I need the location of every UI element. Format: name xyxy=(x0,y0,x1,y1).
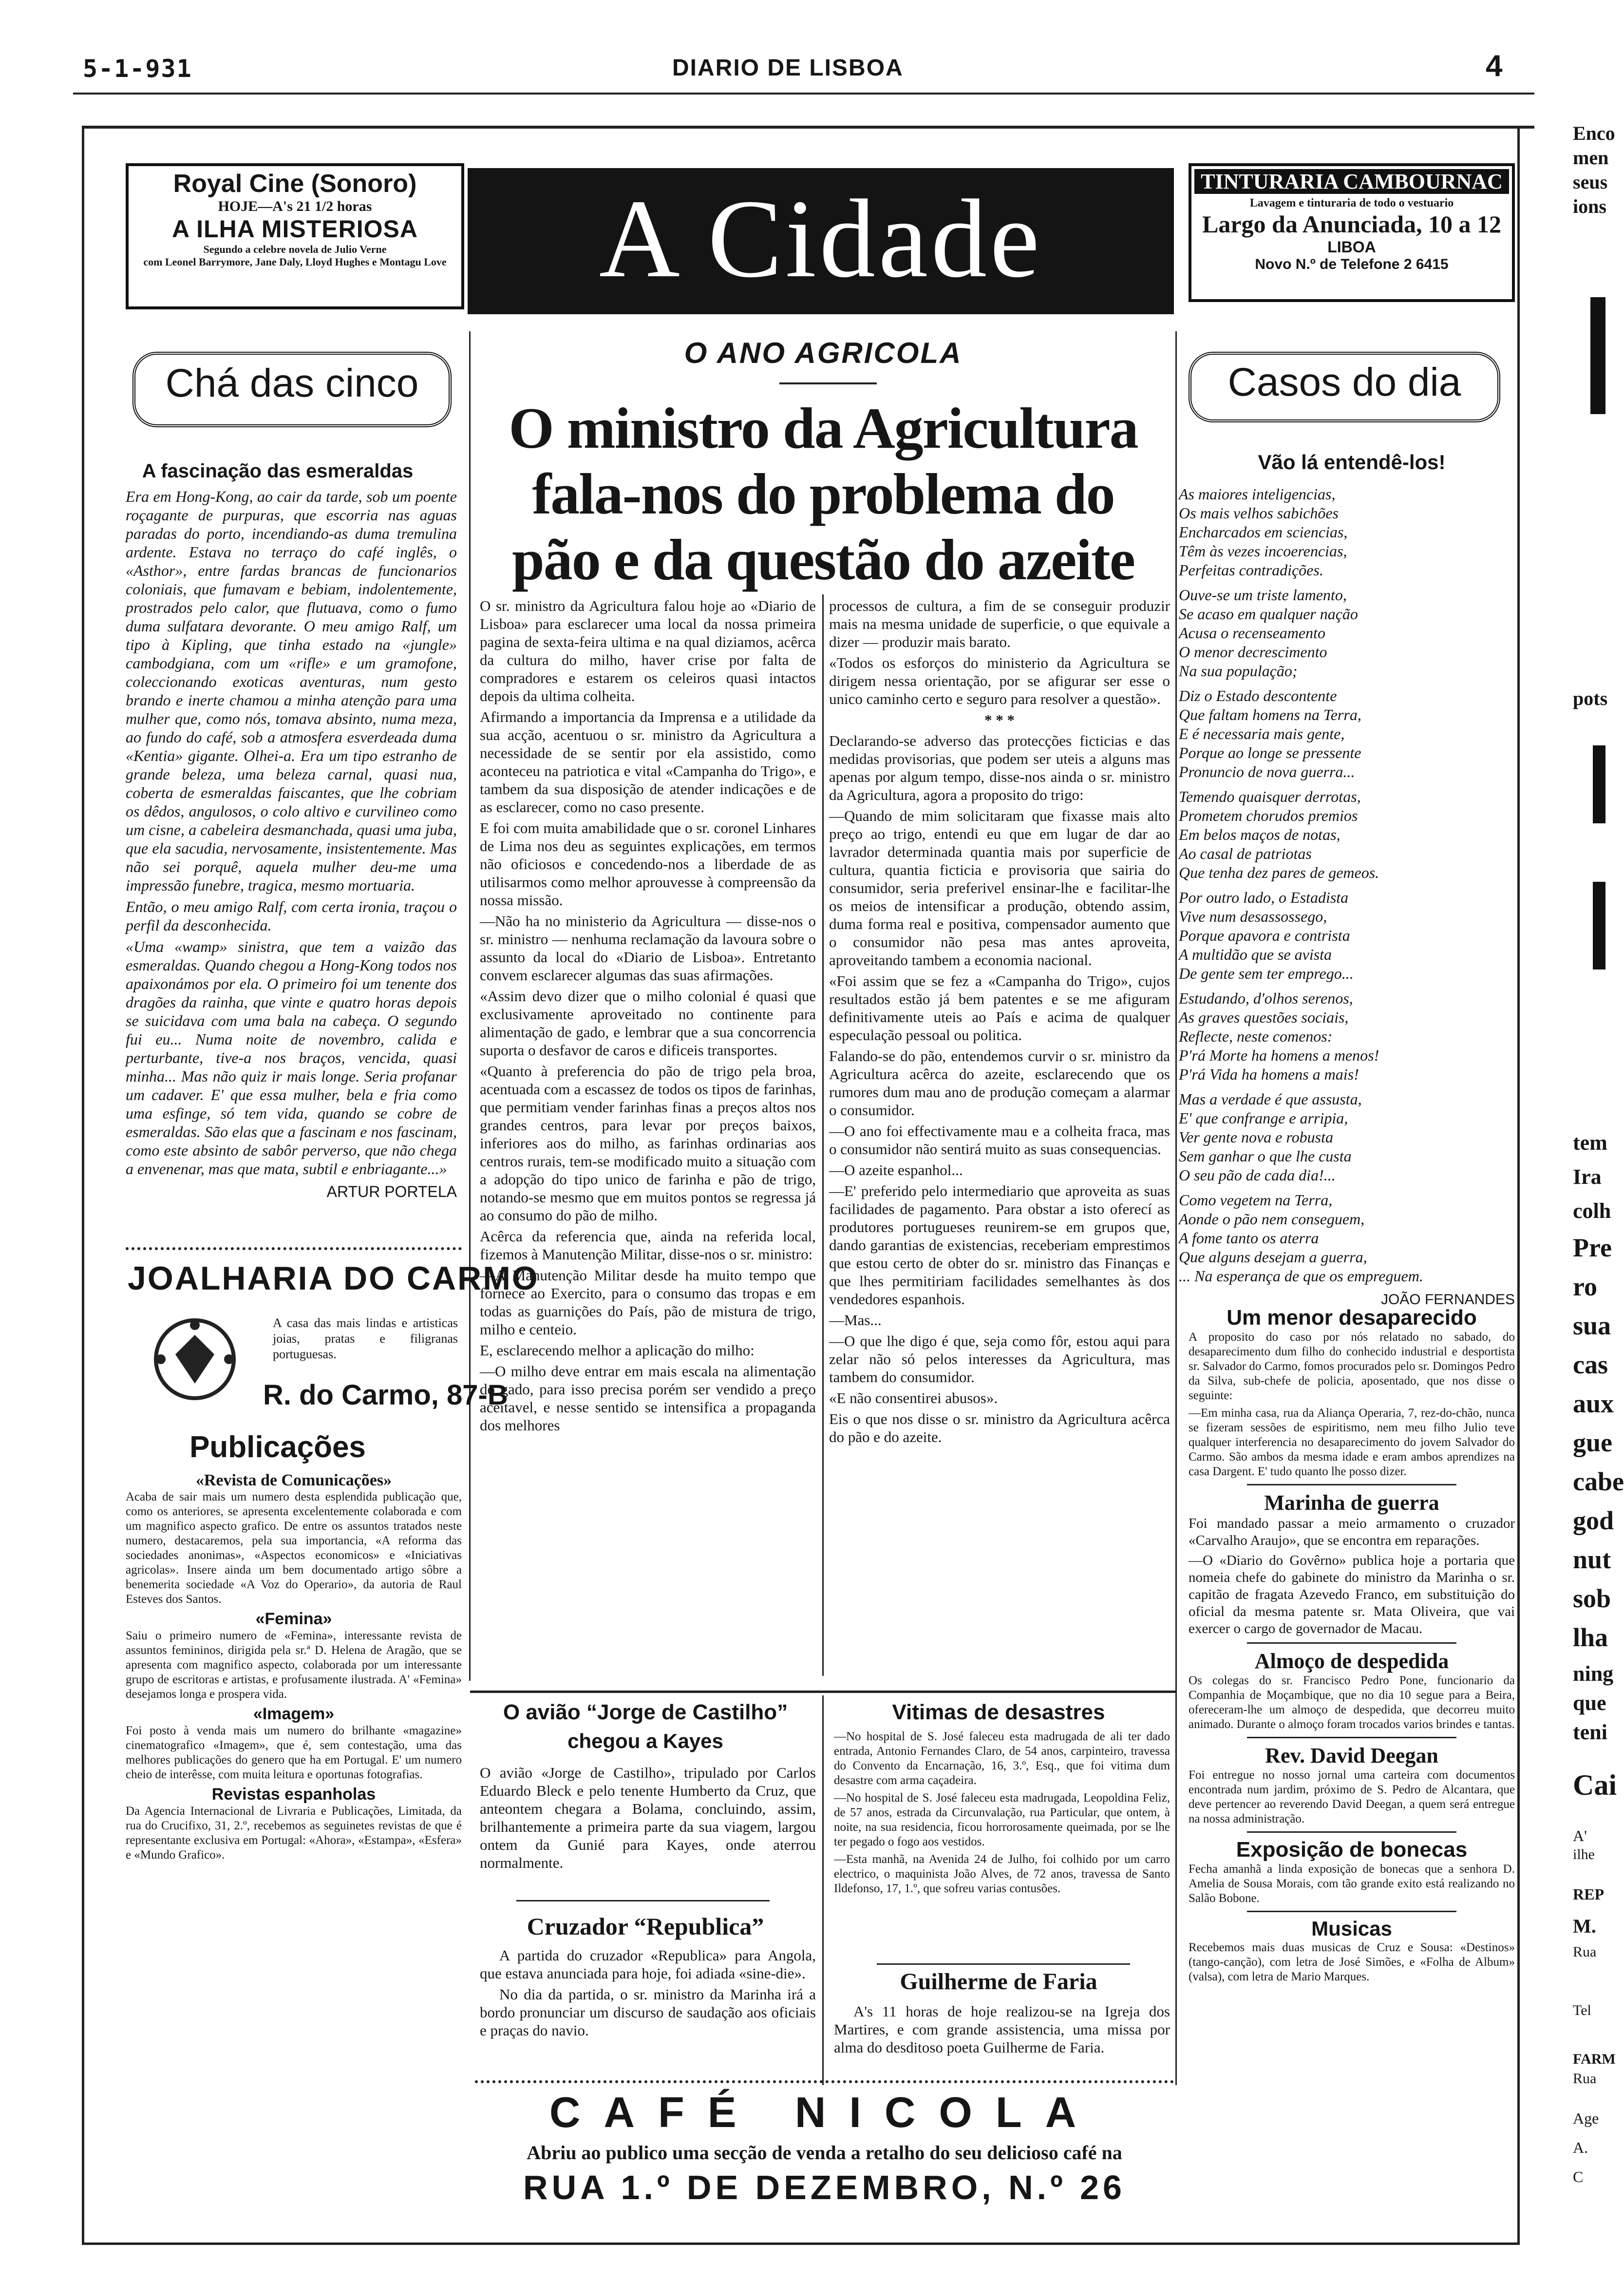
edge-fragment: aux xyxy=(1573,1389,1614,1418)
tinturaria-phone: Novo N.º de Telefone 2 6415 xyxy=(1255,256,1449,272)
edge-fragment: god xyxy=(1573,1506,1614,1535)
joalharia-text: A casa das mais lindas e artisticas joias, pratas e filigranas portuguesas. xyxy=(273,1316,458,1361)
agri-paragraph: Eis o que nos disse o sr. ministro da Agricultura acêrca do pão e do azeite. xyxy=(829,1410,1170,1445)
joalharia-logo xyxy=(146,1311,244,1408)
cruzador-text: A partida do cruzador «Republica» para Angola, que estava anunciada para hoje, foi adiada «sine-die». xyxy=(480,1947,816,1982)
poem-stanza xyxy=(1179,989,1515,1084)
edge-fragment: teni xyxy=(1573,1720,1607,1744)
poem-line: ... Na esperança de que os empreguem. xyxy=(1179,1267,1423,1285)
agri-paragraph: —A Manutenção Militar desde ha muito tempo que fornece ao Exercito, para o consumo das tropas e em todas as guarnições do País, pão de mistura de trigo, milho e centeio. xyxy=(480,1267,816,1338)
poem-line: Porque ao longe se pressente xyxy=(1179,744,1361,761)
divider xyxy=(1247,1737,1456,1738)
deegan-title: Rev. David Deegan xyxy=(1265,1744,1438,1767)
poem-line: Aonde o pão nem conseguem, xyxy=(1179,1210,1365,1228)
cha-paragraph: Era em Hong-Kong, ao cair da tarde, sob um poente roçagante de purpuras, que escorria nas aguas paradas do porto, incendiando-as duma tremulina ardente. Estava no terraço do café inglês, o «Asthor», entre fardas brancas de funcionarios coloniais, que fumavam e bebiam, indolentemente, prostrados pelo calor, que flutuava, como o fumo duma sulfatara devorante. O meu amigo Ralf, um tipo à Kipling, que tinha estado na «jungle» cambodgiana, com um «rifle» e um gramofone, coleccionando exoticas aventuras, num gesto brando e inerte chamou a minha atenção para uma mulher que, como nós, tomava absinto, numa meza, ao fundo do café, sob a atmosfera esverdeada duma «Kentia» gigante. Olhei-a. Era um tipo estranho de grande beleza, uma beleza carnal, quasi nua, coberta de esmeraldas faiscantes, que lhe cobriam os dêdos, angulosos, o colo altivo e curvilineo como um cisne, a cabeleira desmanchada, quasi uma juba, que ela sacudia, nervosamente, insistentemente. Mas não sei porquê, aquela mulher deu-me uma impressão funebre, tragica, mesmo mortuaria. xyxy=(126,488,457,894)
pub-title: «Imagem» xyxy=(253,1705,335,1723)
poem-line: Reflecte, neste comenos: xyxy=(1179,1027,1333,1045)
tinturaria-city: LIBOA xyxy=(1327,238,1376,256)
aviao-title: O avião “Jorge de Castilho” xyxy=(503,1700,788,1724)
poem-line: O seu pão de cada dia!... xyxy=(1179,1166,1336,1184)
agri-kicker: O ANO AGRICOLA xyxy=(684,337,963,369)
agri-paragraph: «Foi assim que se fez a «Campanha do Trigo», cujos resultados estão já bem patentes e se me afiguram definitivamente uteis ao País e acima de qualquer especulação pessoal ou politica. xyxy=(829,972,1170,1044)
edge-fragment: Pre xyxy=(1573,1233,1612,1262)
edge-black-block xyxy=(1593,745,1605,823)
newspaper-name: DIARIO DE LISBOA xyxy=(672,55,904,81)
edge-fragment: cabe xyxy=(1573,1467,1624,1496)
bonecas-title: Exposição de bonecas xyxy=(1236,1838,1468,1862)
nicola-line-2: RUA 1.º DE DEZEMBRO, N.º 26 xyxy=(523,2168,1126,2206)
poem-line: Que tenha dez pares de gemeos. xyxy=(1179,864,1379,881)
edge-fragment: colh xyxy=(1573,1199,1611,1223)
poem-line: Perfeitas contradições. xyxy=(1179,561,1323,579)
agri-paragraph: —O azeite espanhol... xyxy=(829,1161,963,1178)
edge-fragment: Ira xyxy=(1573,1165,1602,1189)
edge-fragment: M. xyxy=(1573,1915,1596,1937)
poem-stanza xyxy=(1179,888,1515,983)
edge-fragment: ilhe xyxy=(1573,1846,1595,1862)
poem-line: A multidão que se avista xyxy=(1179,946,1332,963)
agri-stars: * * * xyxy=(984,711,1015,728)
agri-paragraph: —Não ha no ministerio da Agricultura — disse-nos o sr. ministro — nenhuma reclamação da lavoura sobre o assunto da local do «Diario de Lisboa». Entretanto convem esclarecer algumas das suas afirmações. xyxy=(480,912,816,984)
pub-title: Revistas espanholas xyxy=(211,1785,376,1804)
edge-fragment: pots xyxy=(1573,687,1608,709)
agri-paragraph: —O milho deve entrar em mais escala na alimentação do gado, para isso precisa porém ser vendido a preço aceitavel, e nesse sentido se intensifica a propaganda dos melhores xyxy=(480,1363,816,1434)
poem-line: Se acaso em qualquer nação xyxy=(1179,605,1358,623)
column-rule-3 xyxy=(822,594,824,1676)
publicacoes-list xyxy=(126,1471,462,1865)
poem-line: A fome tanto os aterra xyxy=(1179,1229,1319,1247)
cha-heading: Chá das cinco xyxy=(165,361,419,405)
pub-text: Acaba de sair mais um numero desta esplendida publicação que, como os anteriores, se apresenta excelentemente colaborada e com um magnifico aspecto grafico. De entre os assuntos tratados neste numero, destacaremos, pela sua importancia, «A reforma das sociedades anonimas», «Aspectos economicos» e «Iniciativas agricolas». Insere ainda um bem documentado artigo sôbre a benemerita sociedade «A Voz do Operario», da autoria de Raul Esteves dos Santos. xyxy=(126,1490,462,1606)
poem-line: Como vegetem na Terra, xyxy=(1179,1191,1333,1209)
cruzador-text: No dia da partida, o sr. ministro da Marinha irá a bordo pronunciar um discurso de saudação aos oficiais e praças do navio. xyxy=(480,1986,816,2039)
poem-line: Por outro lado, o Estadista xyxy=(1179,889,1349,906)
poem-line: Encharcados em sciencias, xyxy=(1179,523,1348,541)
column-rule-2 xyxy=(1175,331,1177,2085)
agri-paragraph: «E não consentirei abusos». xyxy=(829,1389,998,1406)
publicacoes-heading: Publicações xyxy=(189,1430,366,1464)
edge-fragment: C xyxy=(1573,2168,1584,2185)
poem-line: Sem ganhar o que lhe custa xyxy=(1179,1147,1352,1165)
section-title: A Cidade xyxy=(468,168,1174,314)
agri-headline-1: O ministro da Agricultura xyxy=(509,396,1138,460)
edge-fragment: ning xyxy=(1573,1662,1614,1686)
edge-black-block xyxy=(1593,882,1605,969)
vitimas-item: —Esta manhã, na Avenida 24 de Julho, foi colhido por um carro electrico, o maquinista João Alves, de 72 anos, travessa de Santo Ildefonso, 17, 1.º, que sofreu varias contusões. xyxy=(834,1853,1170,1895)
vitimas-item: —No hospital de S. José faleceu esta madrugada, Leopoldina Feliz, de 57 anos, estrada da Circunvalação, rua Particular, que ontem, à noite, na sua residencia, ficou horrorosamente queimada, por se lhe ter pegado o fogo aos vestidos. xyxy=(834,1791,1170,1848)
column-rule-1 xyxy=(469,331,471,1681)
agri-paragraph: «Todos os esforços do ministerio da Agricultura se dirigem nessa orientação, por se afigurar ser esse o unico caminho certo e seguro para resolver a questão». xyxy=(829,654,1170,707)
edge-fragment: REP xyxy=(1573,1885,1604,1903)
poem-stanza xyxy=(1179,1090,1515,1185)
poem-line: Prometem chorudos premios xyxy=(1179,807,1358,824)
agri-paragraph: O sr. ministro da Agricultura falou hoje ao «Diario de Lisboa» para esclarecer uma local da nossa primeira pagina de sexta-feira ultima e na qual diziamos, acêrca da cultura do milho, haver crise por falta de compradores e estarem os celeiros quasi intactos depois da ultima colheita. xyxy=(480,597,816,704)
issue-date: 5-1-931 xyxy=(83,55,192,83)
edge-fragment: gue xyxy=(1573,1428,1612,1457)
agri-paragraph: «Assim devo dizer que o milho colonial é quasi que exclusivamente aproveitado no continente para alimentação de gado, e lembrar que a sua concorrencia suporta o desfavor de caros e dificeis transportes. xyxy=(480,988,816,1059)
marinha-text: Foi mandado passar a meio armamento o cruzador «Carvalho Araujo», que se encontra em reparações. xyxy=(1189,1516,1515,1548)
cine-title: Royal Cine (Sonoro) xyxy=(173,170,417,198)
aviao-subtitle: chegou a Kayes xyxy=(567,1729,723,1752)
cha-title: A fascinação das esmeraldas xyxy=(142,460,414,482)
edge-fragment: Cai xyxy=(1573,1769,1617,1801)
aviao-text: O avião «Jorge de Castilho», tripulado por Carlos Eduardo Bleck e pelo tenente Humberto da Cruz, que anteontem chegara a Bolama, concluindo, assim, brilhantemente a primeira parte da sua viagem, largou ontem da Gunié para Kayes, onde aterrou normalmente. xyxy=(480,1764,816,1871)
poem-stanza xyxy=(1179,1191,1515,1286)
edge-fragment: Rua xyxy=(1573,1944,1597,1960)
agri-paragraph: —E' preferido pelo intermediario que aproveita as suas facilidades de pagamento. Para obstar a isto oferecí as produtores portugueses reunirem-se em grupos que, dando garantias de existencias, receberiam emprestimos que estou certo de obter do sr. ministro das Finanças e que lhes permitiriam facilidades semelhantes às dos vendedores espanhois. xyxy=(829,1182,1170,1308)
pub-text: Saiu o primeiro numero de «Femina», interessante revista de assuntos femininos, dirigida pela sr.ª D. Helena de Aragão, que se apresenta com magnifico aspecto, colaborada por um interessante grupo de escritoras e artistas, e profusamente ilustrada. A' «Femina» desejamos longa e prospera vida. xyxy=(126,1629,462,1701)
poem-line: Ouve-se um triste lamento, xyxy=(1179,586,1347,604)
poem-line: P'rá Vida ha homens a mais! xyxy=(1179,1065,1359,1083)
agri-bottom-rule xyxy=(470,1691,1176,1693)
agri-paragraph: Acêrca da referencia que, ainda na referida local, fizemos à Manutenção Militar, disse-nos o sr. ministro: xyxy=(480,1228,816,1263)
agri-paragraph: processos de cultura, a fim de se conseguir produzir mais na mesma unidade de superficie, o que equivale a dizer — produzir mais barato. xyxy=(829,597,1170,650)
edge-fragment: sob xyxy=(1573,1584,1611,1613)
edge-fragment: A. xyxy=(1573,2139,1588,2156)
poem-line: Têm às vezes incoerencias, xyxy=(1179,542,1347,560)
agri-paragraph: —O ano foi effectivamente mau e a colheita fraca, mas o consumidor não sentirá muito as suas consequencias. xyxy=(829,1122,1170,1158)
poem-stanza xyxy=(1179,485,1515,580)
column-rule-4 xyxy=(822,1695,824,2085)
cine-film: A ILHA MISTERIOSA xyxy=(172,215,418,243)
agri-paragraph: Declarando-se adverso das protecções ficticias e das medidas provisorias, que podem ser uteis a alguns mas apenas por algum tempo, disse-nos ainda o sr. ministro da Agricultura, agora a proposito do trigo: xyxy=(829,732,1170,803)
edge-fragment: lha xyxy=(1573,1623,1608,1652)
edge-fragment: Rua xyxy=(1573,2071,1597,2087)
pub-text: Da Agencia Internacional de Livraria e Publicações, Limitada, da rua do Crucifixo, 31, 2.º, recebemos as seguinetes revistas de que é representante exclusiva em Portugal: «Ahora», «Estampa», «Esfera» e «Mundo Grafico». xyxy=(126,1805,462,1862)
poem-stanza xyxy=(1179,586,1515,681)
poem-line: Pronuncio de nova guerra... xyxy=(1179,763,1355,780)
poem-line: Diz o Estado descontente xyxy=(1179,687,1337,704)
musicas-text: Recebemos mais duas musicas de Cruz e Sousa: «Destinos» (tango-canção), com letra de José Simões, e «Folha de Album» (valsa), com letra de Mario Marques. xyxy=(1189,1941,1515,1983)
edge-black-block xyxy=(1590,297,1605,414)
cine-time: HOJE—A's 21 1/2 horas xyxy=(218,198,372,214)
marinha-title: Marinha de guerra xyxy=(1264,1491,1439,1515)
poem-line: P'rá Morte ha homens a menos! xyxy=(1179,1046,1379,1064)
faria-text: A's 11 horas de hoje realizou-se na Igreja dos Martires, e com grande assistencia, uma missa por alma do desditoso poeta Guilherme de Faria. xyxy=(834,2003,1170,2056)
divider xyxy=(877,1963,1130,1965)
agri-col-1 xyxy=(480,597,816,1437)
edge-fragment: sua xyxy=(1573,1311,1611,1340)
menor-title: Um menor desaparecido xyxy=(1227,1306,1477,1330)
agri-paragraph: —O que lhe digo é que, seja como fôr, estou aqui para zelar não só pelos interesses da Agricultura, mas tambem do consumidor. xyxy=(829,1332,1170,1386)
poem-line: E' que confrange e arripia, xyxy=(1179,1109,1348,1127)
vitimas-item: —No hospital de S. José faleceu esta madrugada de ali ter dado entrada, Antonio Fernandes Claro, de 54 anos, carpinteiro, travessa do Convento da Encarnação, 16, 3.º, Esq., que foi vitima dum desastre com arma caçadeira. xyxy=(834,1730,1170,1787)
poem-line: As graves questões sociais, xyxy=(1179,1008,1349,1026)
casos-author: JOÃO FERNANDES xyxy=(1380,1292,1515,1308)
nicola-name: CAFÉ NICOLA xyxy=(549,2088,1100,2136)
bonecas-text: Fecha amanhã a linda exposição de bonecas que a senhora D. Amelia de Sousa Morais, com tão grande exito está realizando no Salão Bobone. xyxy=(1189,1862,1515,1905)
agri-paragraph: E foi com muita amabilidade que o sr. coronel Linhares de Lima nos deu as seguintes explicações, em termos não oficiosos e concedendo-nos a liberdade de as utilisarmos como melhor aprouvesse à compreensão da nossa missão. xyxy=(480,819,816,909)
cine-cast: com Leonel Barrymore, Jane Daly, Lloyd Hughes e Montagu Love xyxy=(143,256,447,268)
agri-col-2 xyxy=(829,597,1170,1449)
almoco-title: Almoço de despedida xyxy=(1254,1649,1449,1673)
edge-fragment: cas xyxy=(1573,1350,1608,1379)
cha-paragraph: «Uma «wamp» sinistra, que tem a vaizão das esmeraldas. Quando chegou a Hong-Kong todos nos apaixonámos por ela. O primeiro foi um tenente dos dragões da rainha, que vinte e quatro horas depois se suicidava com uma bala na cabeça. O segundo fui eu... Numa noite de novembro, calida e perturbante, tive-a nos braços, vencida, quasi minha... Mas não quiz ir mais longe. Seria profanar um cadaver. E' que essa mulher, bela e fria como uma esfinge, só tem vida, quando se cobre de esmeraldas. São elas que a fascinam e nos fascinam, como este absinto de sabôr perverso, que não chega a envenenar, mas que mata, subtil e enbriagante...» xyxy=(126,938,457,1178)
agri-paragraph: Afirmando a importancia da Imprensa e a utilidade da sua acção, acentuou o sr. ministro da Agricultura a necessidade de se sentir por ela assistido, como aconteceu na patriotica e vital «Campanha do Trigo», e tambem da sua disposição de atender indicações e de as esclarecer, como no caso presente. xyxy=(480,708,816,816)
poem-line: Que alguns desejam a guerra, xyxy=(1179,1248,1367,1266)
page-number: 4 xyxy=(1486,49,1503,83)
edge-fragment: FARM xyxy=(1573,2051,1616,2067)
right-news xyxy=(1189,1306,1515,1987)
header-rule xyxy=(73,93,1534,95)
agri-headline-2: fala-nos do problema do xyxy=(532,461,1114,526)
poem-line: Vive num desassossego, xyxy=(1179,908,1327,925)
edge-fragment: Enco xyxy=(1573,122,1615,144)
edge-fragment: A' xyxy=(1573,1827,1587,1844)
edge-fragment: ro xyxy=(1573,1272,1597,1301)
poem-line: Que faltam homens na Terra, xyxy=(1179,706,1361,723)
musicas-title: Musicas xyxy=(1311,1917,1392,1940)
poem-line: O menor decrescimento xyxy=(1179,643,1327,661)
menor-quote: —Em minha casa, rua da Aliança Operaria, 7, rez-do-chão, nunca se fizeram sessões de espiritismo, nem meu filho Julio teve qualquer interferencia no desaparecimento do jovem Salvador do Carmo. São ambos da mesma idade e eram ambos aprendizes na casa Dargent. E' tudo quanto lhe posso dizer. xyxy=(1189,1406,1515,1478)
poem-line: Ver gente nova e robusta xyxy=(1179,1128,1333,1146)
edge-fragment: tem xyxy=(1573,1131,1607,1155)
menor-text: A proposito do caso por nós relatado no sabado, do desaparecimento dum filho do conhecido industrial e desportista sr. Salvador do Carmo, fomos procurados pelo sr. Domingos Pedro da Silva, sub-chefe de policia, aposentado, que nos disse o seguinte: xyxy=(1189,1330,1515,1402)
poem-line: Porque apavora e contrista xyxy=(1179,927,1350,944)
casos-title: Vão lá entendê-los! xyxy=(1258,451,1446,474)
cruzador-body xyxy=(480,1946,816,2042)
agri-paragraph: «Quanto à preferencia do pão de trigo pela broa, acentuada com a escassez de todos os tipos de farinhas, que permitiam vender farinhas finas a preços altos nos grandes centros, para levar por preços baixos, inferiores aos do milho, as farinhas ordinarias aos centros rurais, tem-se modificado muito a situação com a adopção do tipo unico de farinha e pão de trigo, notando-se mesmo que em muitos pontos se regressa já ao consumo do pão de milho. xyxy=(480,1063,816,1224)
poem-stanza xyxy=(1179,787,1515,882)
poem-line: Acusa o recenseamento xyxy=(1179,624,1325,642)
adjacent-page-edge xyxy=(1571,112,1624,2265)
edge-fragment: seus xyxy=(1573,171,1608,193)
deegan-text: Foi entregue no nosso jornal uma carteira com documentos encontrada num jardim, próximo de S. Pedro de Alcantara, que deve pertencer ao reverendo David Deegan, a quem será entregue na nossa administração. xyxy=(1189,1768,1515,1825)
poem-line: Na sua população; xyxy=(1179,662,1298,680)
poem-stanza xyxy=(1179,686,1515,781)
divider xyxy=(516,1900,770,1901)
edge-fragment: men xyxy=(1573,147,1609,169)
poem-line: Estudando, d'olhos serenos, xyxy=(1179,989,1353,1007)
casos-heading: Casos do dia xyxy=(1227,360,1461,404)
poem-line: Os mais velhos sabichões xyxy=(1179,504,1339,522)
tinturaria-services: Lavagem e tinturaria de todo o vestuario xyxy=(1249,197,1454,209)
pub-title: «Femina» xyxy=(255,1610,332,1628)
agri-paragraph: —Quando de mim solicitaram que fixasse mais alto preço ao trigo, entendi eu que em lugar de dar ao lavrador determinada quantia mais por superficie de cultura, quantia ficticia e provisoria que sairia do consumidor, seria preferivel ensinar-lhe e facilitar-lhe os meios de intensificar a produção, obtendo assim, duma forma real e positiva, compensador aumento que o consumidor não pesa mas antes aproveita, aproveitando tambem a economia nacional. xyxy=(829,807,1170,969)
tinturaria-name: TINTURARIA CAMBOURNAC xyxy=(1194,169,1509,194)
pub-title: «Revista de Comunicações» xyxy=(195,1471,392,1489)
casos-poem xyxy=(1179,485,1515,1308)
jewel-icon xyxy=(146,1311,244,1408)
joalharia-address: R. do Carmo, 87-B xyxy=(263,1379,508,1411)
divider xyxy=(475,2080,1174,2083)
tinturaria-ad xyxy=(1189,163,1515,302)
divider xyxy=(1247,1484,1456,1485)
cha-paragraph: Então, o meu amigo Ralf, com certa ironia, traçou o perfil da desconhecida. xyxy=(126,898,457,934)
agri-paragraph: Falando-se do pão, entendemos curvir o sr. ministro da Agricultura acêrca do azeite, esclarecendo que os rumores dum mau ano de produção começam a alarmar o consumidor. xyxy=(829,1047,1170,1119)
agri-paragraph: E, esclarecendo melhor a aplicação do milho: xyxy=(480,1342,755,1359)
poem-line: Ao casal de patriotas xyxy=(1179,845,1312,862)
vitimas-list xyxy=(834,1729,1170,1899)
divider xyxy=(1247,1642,1456,1644)
edge-fragment: Age xyxy=(1573,2109,1599,2127)
pub-text: Foi posto à venda mais um numero do brilhante «magazine» cinematografico «Imagem», que é, sem contestação, uma das melhores publicações do genero que ha em Portugal. E' um numero cheio de interêsse, com muita leitura e oportunas fotografias. xyxy=(126,1724,462,1781)
cruzador-title: Cruzador “Republica” xyxy=(527,1913,764,1940)
nicola-line-1: Abriu ao publico uma secção de venda a retalho do seu delicioso café na xyxy=(527,2142,1122,2164)
poem-line: As maiores inteligencias, xyxy=(1179,485,1336,503)
tinturaria-address: Largo da Anunciada, 10 a 12 xyxy=(1202,210,1501,238)
poem-line: Mas a verdade é que assusta, xyxy=(1179,1090,1362,1108)
poem-line: De gente sem ter emprego... xyxy=(1179,965,1354,982)
edge-fragment: ions xyxy=(1573,195,1606,217)
edge-fragment: Tel xyxy=(1573,2002,1591,2018)
edge-fragment: que xyxy=(1573,1691,1606,1715)
vitimas-title: Vitimas de desastres xyxy=(892,1700,1105,1724)
cine-novel: Segundo a celebre novela de Julio Verne xyxy=(203,243,387,255)
poem-line: Em belos maços de notas, xyxy=(1179,826,1341,843)
almoco-text: Os colegas do sr. Francisco Pedro Pone, funcionario da Companhia de Moçambique, que no dia 10 segue para a Beira, ofereceram-lhe um almoço de despedida, que decorreu muito animado. Durante o almoço foram trocados varios brindes e tantas. xyxy=(1189,1674,1515,1731)
divider xyxy=(126,1247,462,1250)
agri-ornament xyxy=(779,382,877,384)
divider xyxy=(1247,1911,1456,1912)
poem-line: Temendo quaisquer derrotas, xyxy=(1179,788,1361,805)
faria-title: Guilherme de Faria xyxy=(900,1969,1097,1995)
divider xyxy=(1247,1831,1456,1833)
agri-headline-3: pão e da questão do azeite xyxy=(512,527,1134,592)
edge-fragment: nut xyxy=(1573,1545,1611,1574)
cha-author: ARTUR PORTELA xyxy=(326,1183,457,1200)
poem-line: E é necessaria mais gente, xyxy=(1179,725,1345,742)
agri-paragraph: —Mas... xyxy=(829,1311,882,1329)
cha-body xyxy=(126,487,457,1201)
royal-cine-ad xyxy=(126,163,464,309)
joalharia-name: JOALHARIA DO CARMO xyxy=(128,1260,539,1297)
marinha-text: —O «Diario do Govêrno» publica hoje a portaria que nomeia chefe do gabinete do ministro da Marinha o sr. capitão de fragata Azevedo Franco, em substituição do oficial da mesma patente sr. Mata Oliveira, que vai exercer o cargo de governador de Macau. xyxy=(1189,1553,1515,1636)
